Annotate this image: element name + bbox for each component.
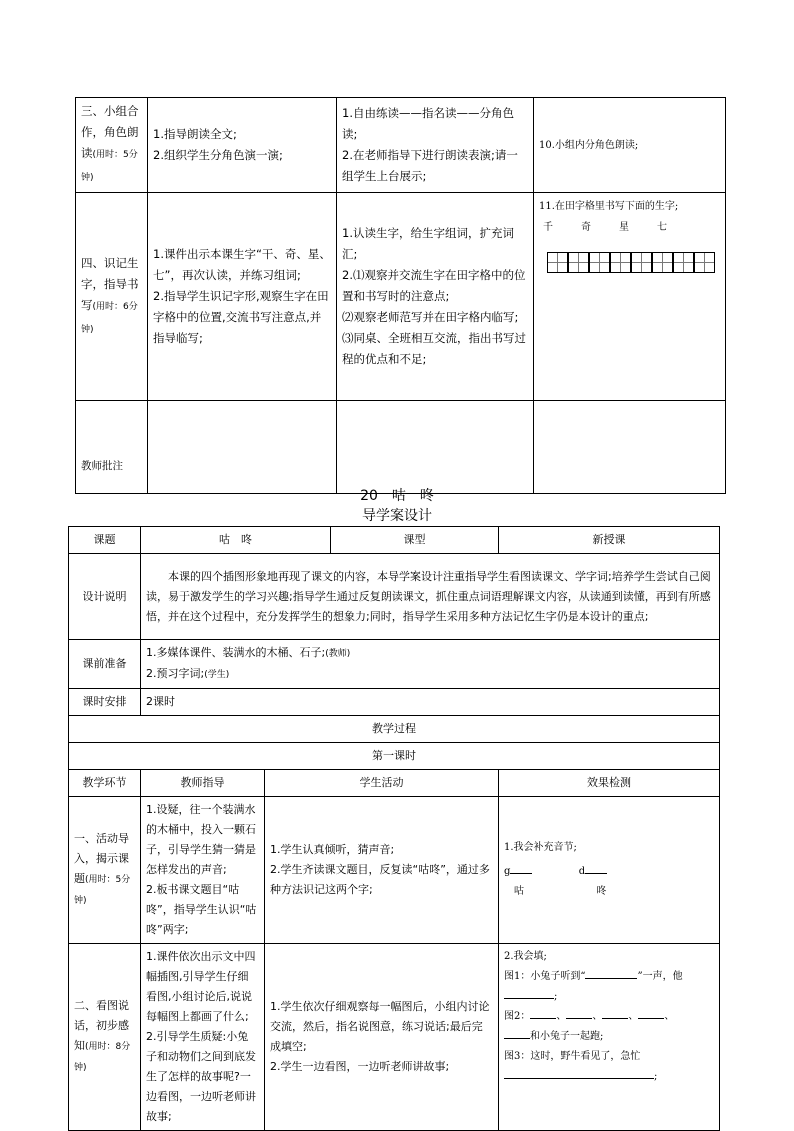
header-stage: 教学环节 xyxy=(69,770,141,797)
check-cell: 10.小组内分角色朗读; xyxy=(534,98,726,193)
schedule-value: 2课时 xyxy=(141,689,720,716)
student-cell: 1.认读生字，给生字组词，扩充词汇; 2.⑴观察并交流生字在田字格中的位置和书写时的注意点; ⑵观察老师范写并在田字格内临写; ⑶同桌、全班相互交流，指出书写过程的优点和不足; xyxy=(337,193,534,401)
design-text: 本课的四个插图形象地再现了课文的内容，本导学案设计注重指导学生看图读课文、学字词;培养学生尝试自己阅读，易于激发学生的学习兴趣;指导学生通过反复朗读课文，抓住重点词语理解课文内容，从读通到读懂，再到有所感悟，并在这个过程中，充分发挥学生的想象力;同时，指导学生采用多种方法记忆生字仍是本设计的重点; xyxy=(141,554,720,640)
process-label: 教学过程 xyxy=(69,716,720,743)
stage-cell: 一、活动导入，揭示课题(用时：5分钟) xyxy=(69,797,141,944)
student-cell: 1.自由练读——指名读——分角色读; 2.在老师指导下进行朗读表演;请一组学生上台展示; xyxy=(337,98,534,193)
char-label: 奇 xyxy=(581,222,591,233)
teacher-cell: 1.课件依次出示文中四幅插图,引导学生仔细看图,小组讨论后,说说每幅图上都画了什么; 2.引导学生质疑:小兔子和动物们之间到底发生了怎样的故事呢?一边看图，一边听老师讲故事; xyxy=(141,944,265,1131)
table-row xyxy=(76,193,726,401)
type-value: 新授课 xyxy=(499,527,720,554)
teacher-cell: 1.指导朗读全文; 2.组织学生分角色演一演; xyxy=(148,98,337,193)
note-label: 教师批注 xyxy=(76,401,148,494)
tianzige-cell[interactable] xyxy=(652,252,673,273)
check-cell: 11.在田字格里书写下面的生字; 千 奇 星 七 xyxy=(534,193,726,401)
lesson-subtitle: 导学案设计 xyxy=(362,508,432,524)
tianzige-cell[interactable] xyxy=(547,252,568,273)
student-cell: 1.学生依次仔细观察每一幅图后，小组内讨论交流，然后，指名说图意，练习说话;最后完成填空; 2.学生一边看图，一边听老师讲故事; xyxy=(265,944,499,1131)
schedule-label: 课时安排 xyxy=(69,689,141,716)
header-teacher: 教师指导 xyxy=(141,770,265,797)
header-student: 学生活动 xyxy=(265,770,499,797)
teacher-cell: 1.设疑，往一个装满水的木桶中，投入一颗石子，引导学生猜一猜是怎样发出的声音; 2.板书课文题目“咕咚”，指导学生认识“咕咚”两字; xyxy=(141,797,265,944)
tianzige-cell[interactable] xyxy=(673,252,694,273)
stage-cell: 四、识记生字，指导书写(用时：6分钟) xyxy=(76,193,148,401)
tianzige-cell[interactable] xyxy=(694,252,715,273)
char-label: 星 xyxy=(619,222,629,233)
prep-label: 课前准备 xyxy=(69,640,141,689)
design-label: 设计说明 xyxy=(69,554,141,640)
tianzige-cell[interactable] xyxy=(589,252,610,273)
note-cell[interactable] xyxy=(148,401,337,494)
stage-cell: 二、看图说话，初步感知(用时：8分钟) xyxy=(69,944,141,1131)
table-row xyxy=(69,944,720,1131)
note-cell[interactable] xyxy=(534,401,726,494)
lesson-title: 20 咕 咚 xyxy=(360,488,434,504)
note-cell[interactable] xyxy=(337,401,534,494)
table-row xyxy=(76,401,726,494)
tianzige-cell[interactable] xyxy=(568,252,589,273)
check-cell: 1.我会补充音节; g d 咕 咚 xyxy=(499,797,720,944)
table-row xyxy=(76,98,726,193)
topic-label: 课题 xyxy=(69,527,141,554)
lesson-plan-table xyxy=(68,526,720,1131)
char-label: 千 xyxy=(543,222,553,233)
check-cell: 2.我会填; 图1：小兔子听到“ ”一声，他; 图2： 、 、 、 、 和小兔子一起跑; 图3：这时，野牛看见了，急忙 ; xyxy=(499,944,720,1131)
topic-value: 咕 咚 xyxy=(141,527,331,554)
teacher-cell: 1.课件出示本课生字“干、奇、星、七”，再次认读，并练习组词; 2.指导学生识记字形,观察生字在田字格中的位置,交流书写注意点,并指导临写; xyxy=(148,193,337,401)
prep-cell: 1.多媒体课件、装满水的木桶、石子;(教师) 2.预习字词;(学生) xyxy=(141,640,720,689)
tianzige-cell[interactable] xyxy=(610,252,631,273)
upper-lesson-table xyxy=(75,97,726,494)
stage-cell: 三、小组合作，角色朗读(用时：5分钟) xyxy=(76,98,148,193)
tianzige-cell[interactable] xyxy=(631,252,652,273)
type-label: 课型 xyxy=(331,527,499,554)
first-lesson-label: 第一课时 xyxy=(69,743,720,770)
tianzige-grid xyxy=(547,252,720,273)
table-row xyxy=(69,797,720,944)
header-check: 效果检测 xyxy=(499,770,720,797)
char-label: 七 xyxy=(657,222,667,233)
student-cell: 1.学生认真倾听，猜声音; 2.学生齐读课文题目，反复读“咕咚”，通过多种方法识记这两个字; xyxy=(265,797,499,944)
